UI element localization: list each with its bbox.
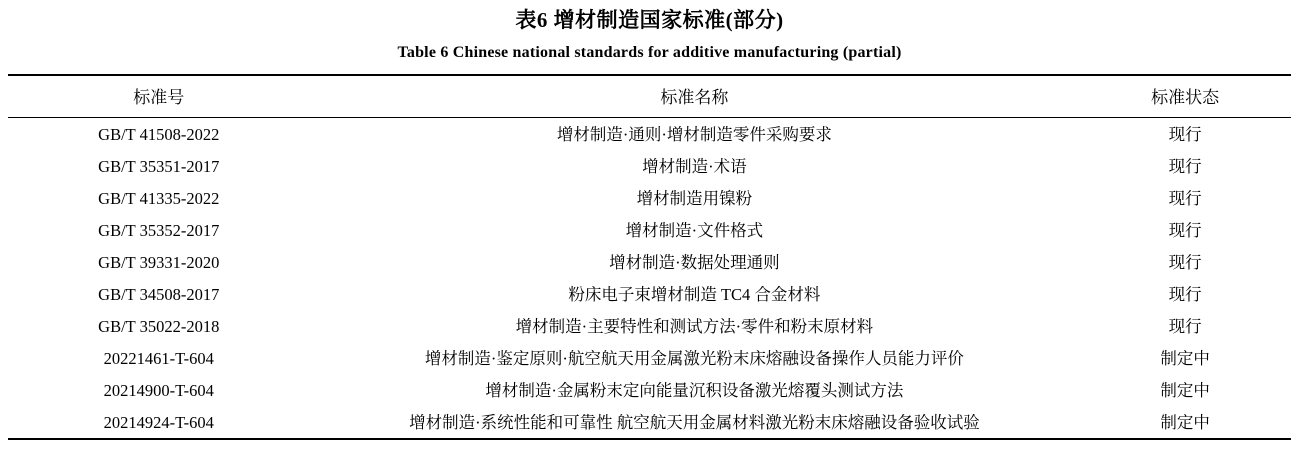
standards-table — [8, 74, 1291, 440]
cell-standard-status: 制定中 — [1160, 348, 1210, 368]
cell-standard-code: GB/T 41335-2022 — [98, 188, 220, 208]
table-caption-english: Table 6 Chinese national standards for additive manufacturing (partial) — [397, 44, 902, 61]
cell-standard-status: 现行 — [1168, 284, 1202, 304]
cell-standard-status: 现行 — [1079, 118, 1291, 151]
cell-standard-name: 粉床电子束增材制造 TC4 合金材料 — [568, 284, 821, 304]
table-row — [8, 278, 1291, 310]
cell-standard-status: 现行 — [1168, 252, 1202, 272]
table-row — [8, 150, 1291, 182]
table-row — [8, 182, 1291, 214]
cell-standard-name: 增材制造·通则·增材制造零件采购要求 — [310, 118, 1080, 151]
cell-standard-status: 制定中 — [1160, 380, 1210, 400]
table-caption-chinese: 表6 增材制造国家标准(部分) — [515, 8, 784, 32]
cell-standard-code: GB/T 35022-2018 — [98, 316, 220, 336]
table-row — [8, 406, 1291, 439]
table-body — [8, 118, 1291, 440]
cell-standard-status: 现行 — [1168, 220, 1202, 240]
column-header-status: 标准状态 — [1079, 75, 1291, 118]
cell-standard-name: 增材制造用镍粉 — [636, 188, 753, 208]
cell-standard-code: GB/T 35351-2017 — [98, 156, 220, 176]
cell-standard-name: 增材制造·主要特性和测试方法·零件和粉末原材料 — [515, 316, 874, 336]
cell-standard-code: GB/T 35352-2017 — [98, 220, 220, 240]
document-page — [0, 6, 1299, 474]
column-header-code: 标准号 — [8, 75, 310, 118]
cell-standard-code: GB/T 41508-2022 — [8, 118, 310, 151]
table-row — [8, 246, 1291, 278]
table-row — [8, 214, 1291, 246]
cell-standard-status: 现行 — [1168, 156, 1202, 176]
cell-standard-name: 增材制造·金属粉末定向能量沉积设备激光熔覆头测试方法 — [485, 380, 904, 400]
cell-standard-name: 增材制造·鉴定原则·航空航天用金属激光粉末床熔融设备操作人员能力评价 — [424, 348, 964, 368]
cell-standard-name: 增材制造·系统性能和可靠性 航空航天用金属材料激光粉末床熔融设备验收试验 — [310, 406, 1080, 439]
cell-standard-code: 20214900-T-604 — [103, 380, 214, 400]
cell-standard-code: GB/T 39331-2020 — [98, 252, 220, 272]
cell-standard-name: 增材制造·术语 — [642, 156, 747, 176]
column-header-name: 标准名称 — [310, 75, 1080, 118]
cell-standard-status: 现行 — [1168, 316, 1202, 336]
table-row — [8, 374, 1291, 406]
table-row — [8, 342, 1291, 374]
cell-standard-name: 增材制造·文件格式 — [625, 220, 764, 240]
cell-standard-code: 20214924-T-604 — [8, 406, 310, 439]
cell-standard-code: 20221461-T-604 — [103, 348, 214, 368]
table-header — [8, 75, 1291, 118]
cell-standard-code: GB/T 34508-2017 — [98, 284, 220, 304]
cell-standard-status: 制定中 — [1079, 406, 1291, 439]
table-row — [8, 310, 1291, 342]
cell-standard-name: 增材制造·数据处理通则 — [609, 252, 780, 272]
cell-standard-status: 现行 — [1168, 188, 1202, 208]
table-row — [8, 118, 1291, 151]
